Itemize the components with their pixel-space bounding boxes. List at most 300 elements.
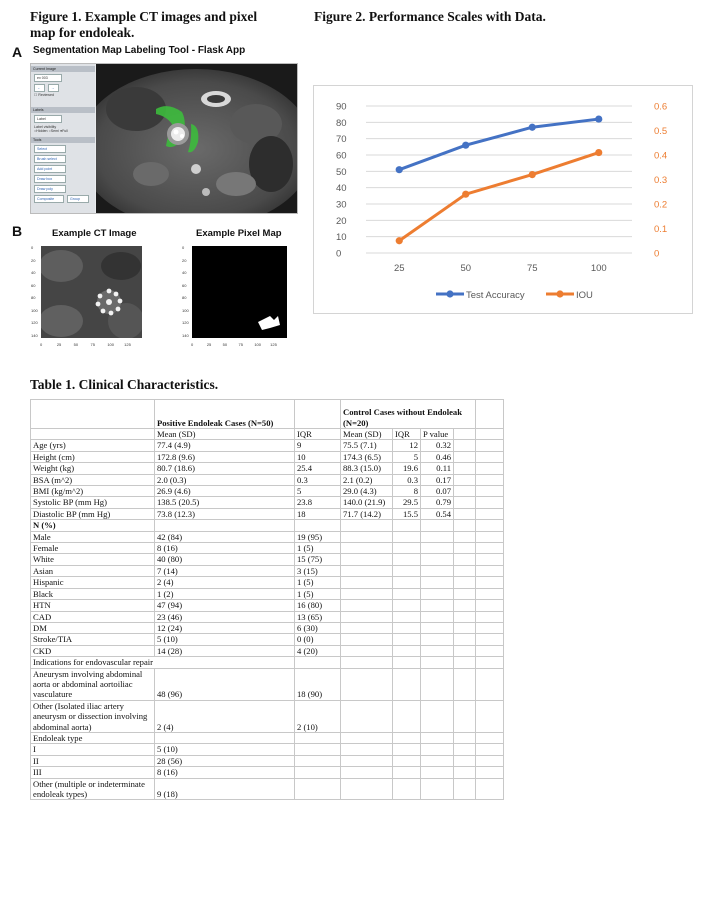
table-cell: 9 (18) xyxy=(155,778,295,800)
col-iqr: IQR xyxy=(393,429,421,440)
table-cell xyxy=(341,778,393,800)
panel-b-ytick: 60 xyxy=(182,282,187,288)
table-cell xyxy=(421,600,454,611)
table-cell xyxy=(341,700,393,732)
panel-b-xtick: 0 xyxy=(40,342,43,347)
row-label: Diastolic BP (mm Hg) xyxy=(31,508,155,519)
table-cell xyxy=(476,645,504,656)
table-cell xyxy=(421,778,454,800)
table-cell: 71.7 (14.2) xyxy=(341,508,393,519)
table-cell: 0.17 xyxy=(421,474,454,485)
row-label: Male xyxy=(31,531,155,542)
table-cell xyxy=(454,732,476,743)
legend-marker xyxy=(556,290,563,297)
panel-b-ytick: 60 xyxy=(31,282,36,288)
table-cell: 2 (4) xyxy=(155,700,295,732)
table-cell xyxy=(454,565,476,576)
table-row xyxy=(31,767,504,778)
example-pixel-map xyxy=(192,246,287,338)
app-sidebar xyxy=(31,64,95,213)
table-cell xyxy=(476,767,504,778)
reviewed-label: Reviewed xyxy=(38,93,55,97)
table-cell xyxy=(454,463,476,474)
table-cell: 12 xyxy=(393,440,421,451)
panel-b-ytick: 0 xyxy=(31,245,34,250)
table-cell xyxy=(476,497,504,508)
table-cell xyxy=(341,520,393,531)
tool-button-select[interactable]: Select xyxy=(34,145,66,153)
table-cell xyxy=(421,732,454,743)
table-cell xyxy=(454,755,476,766)
row-label: BSA (m^2) xyxy=(31,474,155,485)
table-cell xyxy=(341,600,393,611)
table-cell xyxy=(295,400,341,429)
table-cell xyxy=(155,520,295,531)
table-cell xyxy=(393,600,421,611)
n-percent-header: N (%) xyxy=(31,520,155,531)
panel-b-ytick: 0 xyxy=(182,245,185,250)
table-cell: 0.3 xyxy=(295,474,341,485)
table-cell: 18 (90) xyxy=(295,668,341,700)
table-cell xyxy=(393,634,421,645)
tool-button-draw-poly[interactable]: Draw poly xyxy=(34,185,66,193)
panel-b-xtick: 25 xyxy=(56,342,62,347)
prev-image-button[interactable]: ← xyxy=(34,84,45,92)
table-cell xyxy=(31,400,155,429)
table-row xyxy=(31,668,504,700)
x-tick-label: 75 xyxy=(526,263,538,274)
table-cell xyxy=(421,622,454,633)
table-cell xyxy=(454,600,476,611)
legend-label: IOU xyxy=(576,290,593,301)
table-cell xyxy=(393,657,421,668)
table-cell xyxy=(421,755,454,766)
legend-label: Test Accuracy xyxy=(466,290,525,301)
data-point xyxy=(462,191,469,198)
table-row xyxy=(31,588,504,599)
table-cell: 40 (80) xyxy=(155,554,295,565)
table-cell: 5 (10) xyxy=(155,744,295,755)
table-cell xyxy=(295,778,341,800)
panel-b-xtick: 25 xyxy=(206,342,212,347)
ct-slice-image xyxy=(96,64,297,213)
table-cell: 48 (96) xyxy=(155,668,295,700)
table-cell: 8 (16) xyxy=(155,543,295,554)
table-cell xyxy=(421,634,454,645)
table-cell: 19.6 xyxy=(393,463,421,474)
panel-b-ytick: 80 xyxy=(182,295,187,300)
table-cell xyxy=(454,474,476,485)
table-cell: 18 xyxy=(295,508,341,519)
table-cell xyxy=(421,565,454,576)
row-label: Other (Isolated iliac artery aneurysm or dissection involving abdominal aorta) xyxy=(31,700,155,732)
table-cell xyxy=(476,700,504,732)
table-cell: 2.1 (0.2) xyxy=(341,474,393,485)
table-cell xyxy=(421,543,454,554)
table-cell xyxy=(341,611,393,622)
table-cell xyxy=(295,732,341,743)
row-label: CKD xyxy=(31,645,155,656)
table-cell xyxy=(476,732,504,743)
table-cell xyxy=(454,520,476,531)
table-row xyxy=(31,611,504,622)
table-row xyxy=(31,440,504,451)
table-cell: 5 xyxy=(393,451,421,462)
table-row xyxy=(31,565,504,576)
semi-label: Semi xyxy=(50,129,59,133)
table-cell xyxy=(393,744,421,755)
row-label: BMI (kg/m^2) xyxy=(31,486,155,497)
row-label: White xyxy=(31,554,155,565)
table-row xyxy=(31,543,504,554)
table-cell xyxy=(454,767,476,778)
panel-b-ytick: 80 xyxy=(31,295,36,300)
table-cell xyxy=(341,744,393,755)
table-cell xyxy=(476,508,504,519)
table-cell xyxy=(393,732,421,743)
panel-b-ytick: 120 xyxy=(182,320,189,325)
table-cell: 8 (16) xyxy=(155,767,295,778)
endoleak-mask xyxy=(258,316,280,330)
tools-header: Tools xyxy=(31,137,95,143)
table-cell: 73.8 (12.3) xyxy=(155,508,295,519)
y-left-tick-label: 80 xyxy=(336,117,347,129)
table-cell xyxy=(454,497,476,508)
y-right-tick-label: 0.4 xyxy=(654,150,668,162)
panel-b-ytick: 20 xyxy=(182,257,187,263)
table-row xyxy=(31,577,504,588)
tool-button-draw-box[interactable]: Draw box xyxy=(34,175,66,183)
table-cell xyxy=(393,577,421,588)
table-cell xyxy=(421,645,454,656)
next-image-button[interactable]: → xyxy=(48,84,59,92)
panel-b-ytick: 120 xyxy=(31,320,38,325)
table-cell xyxy=(476,565,504,576)
table-cell: 8 xyxy=(393,486,421,497)
table-cell: 88.3 (15.0) xyxy=(341,463,393,474)
table-cell: 0.46 xyxy=(421,451,454,462)
table-cell xyxy=(295,744,341,755)
table-cell xyxy=(476,400,504,429)
table-cell: 0.54 xyxy=(421,508,454,519)
table-cell xyxy=(476,520,504,531)
table-cell xyxy=(476,668,504,700)
data-point xyxy=(529,171,536,178)
reviewed-checkbox[interactable]: ☐ Reviewed xyxy=(34,93,55,97)
table-cell xyxy=(476,755,504,766)
visibility-hidden-radio[interactable]: ○Hidden xyxy=(34,129,48,133)
x-tick-label: 100 xyxy=(590,263,607,274)
table-cell xyxy=(454,657,476,668)
table-cell xyxy=(341,732,393,743)
row-label: I xyxy=(31,744,155,755)
labels-header: Labels xyxy=(31,107,95,113)
col-mean-sd: Mean (SD) xyxy=(155,429,295,440)
table-cell xyxy=(476,531,504,542)
col-mean-sd: Mean (SD) xyxy=(341,429,393,440)
table-cell xyxy=(393,588,421,599)
table-cell xyxy=(295,755,341,766)
table-cell: 9 xyxy=(295,440,341,451)
tool-button-brush-select[interactable]: Brush select xyxy=(34,155,66,163)
group-button[interactable]: Group xyxy=(67,195,89,203)
panel-a-label: A xyxy=(12,44,23,60)
table-cell xyxy=(341,668,393,700)
table-cell: 0.07 xyxy=(421,486,454,497)
table-cell: 7 (14) xyxy=(155,565,295,576)
data-point xyxy=(595,149,602,156)
table-cell xyxy=(341,755,393,766)
table-cell: 23.8 xyxy=(295,497,341,508)
y-right-tick-label: 0.3 xyxy=(654,175,668,186)
table-cell xyxy=(341,634,393,645)
visibility-full-radio[interactable]: ●Full xyxy=(59,129,68,133)
table-cell xyxy=(454,588,476,599)
table-header-row xyxy=(31,400,504,429)
table-cell: 26.9 (4.6) xyxy=(155,486,295,497)
table-cell: 16 (80) xyxy=(295,600,341,611)
table-cell xyxy=(454,486,476,497)
figure1-title-line1: Figure 1. Example CT images and pixel xyxy=(30,9,258,24)
label-visibility-text: Label visibility xyxy=(34,125,57,129)
table-row xyxy=(31,531,504,542)
table-cell: 2.0 (0.3) xyxy=(155,474,295,485)
table-cell xyxy=(421,668,454,700)
table-cell xyxy=(454,622,476,633)
series-line-iou xyxy=(399,153,599,241)
figure1-title xyxy=(30,9,300,41)
table-cell xyxy=(476,600,504,611)
table-cell xyxy=(421,531,454,542)
table-cell xyxy=(393,778,421,800)
table-cell xyxy=(341,767,393,778)
table-cell xyxy=(341,622,393,633)
y-right-tick-label: 0 xyxy=(654,248,660,260)
panel-b-xtick: 125 xyxy=(270,342,277,347)
table-row xyxy=(31,732,504,743)
table-row xyxy=(31,755,504,766)
table-row xyxy=(31,520,504,531)
table-cell xyxy=(421,700,454,732)
table-cell xyxy=(341,531,393,542)
table-cell xyxy=(421,744,454,755)
table-cell xyxy=(476,463,504,474)
row-label: Hispanic xyxy=(31,577,155,588)
table-row xyxy=(31,645,504,656)
row-label: Age (yrs) xyxy=(31,440,155,451)
table-cell: 29.5 xyxy=(393,497,421,508)
table-cell xyxy=(476,440,504,451)
data-point xyxy=(595,115,602,122)
table-row xyxy=(31,700,504,732)
table-cell: 13 (65) xyxy=(295,611,341,622)
table-cell: 1 (2) xyxy=(155,588,295,599)
panel-b-xtick: 75 xyxy=(238,342,243,347)
row-label: Black xyxy=(31,588,155,599)
table-cell xyxy=(476,622,504,633)
row-label: Stroke/TIA xyxy=(31,634,155,645)
panel-b-label: B xyxy=(12,223,23,239)
table-cell: 77.4 (4.9) xyxy=(155,440,295,451)
table-cell: 47 (94) xyxy=(155,600,295,611)
performance-chart xyxy=(313,85,693,314)
legend-marker xyxy=(446,290,453,297)
row-label: Weight (kg) xyxy=(31,463,155,474)
image-id-input[interactable]: ex 003 xyxy=(34,74,62,82)
table-cell xyxy=(295,657,341,668)
table-cell: 25.4 xyxy=(295,463,341,474)
panel-b-xtick: 100 xyxy=(254,342,262,347)
endoleak-type-header: Endoleak type xyxy=(31,732,155,743)
table-cell: 5 xyxy=(295,486,341,497)
table-row xyxy=(31,486,504,497)
table-row xyxy=(31,600,504,611)
table-cell xyxy=(393,543,421,554)
y-left-tick-label: 60 xyxy=(336,150,347,162)
table-cell xyxy=(454,531,476,542)
row-label: III xyxy=(31,767,155,778)
panel-b-xtick: 0 xyxy=(191,342,194,347)
col-iqr: IQR xyxy=(295,429,341,440)
row-label: Female xyxy=(31,543,155,554)
table-cell xyxy=(454,554,476,565)
y-left-tick-label: 50 xyxy=(336,166,347,178)
control-cases-header: Control Cases without Endoleak (N=20) xyxy=(341,400,476,429)
table-cell: 12 (24) xyxy=(155,622,295,633)
table-cell xyxy=(454,429,476,440)
data-point xyxy=(462,142,469,149)
data-point xyxy=(529,124,536,131)
table-cell: 15 (75) xyxy=(295,554,341,565)
table-cell: 3 (15) xyxy=(295,565,341,576)
table-cell xyxy=(155,732,295,743)
table-cell xyxy=(341,565,393,576)
table-cell: 29.0 (4.3) xyxy=(341,486,393,497)
performance-chart-svg xyxy=(314,86,692,313)
table-cell: 0.11 xyxy=(421,463,454,474)
y-left-tick-label: 30 xyxy=(336,199,347,211)
col-p-value: P value xyxy=(421,429,454,440)
table-cell xyxy=(454,668,476,700)
data-point xyxy=(396,237,403,244)
table-cell: 28 (56) xyxy=(155,755,295,766)
table-cell: 5 (10) xyxy=(155,634,295,645)
table-cell xyxy=(393,668,421,700)
table-cell xyxy=(454,543,476,554)
composite-button[interactable]: Composite xyxy=(34,195,64,203)
table-cell xyxy=(454,577,476,588)
y-left-tick-label: 20 xyxy=(336,215,347,227)
table-cell xyxy=(295,520,341,531)
tool-button-add-point[interactable]: Add point xyxy=(34,165,66,173)
table-cell: 4 (20) xyxy=(295,645,341,656)
y-right-tick-label: 0.1 xyxy=(654,224,668,235)
table-row xyxy=(31,554,504,565)
table-cell: 80.7 (18.6) xyxy=(155,463,295,474)
pixel-map-title: Example Pixel Map xyxy=(196,228,282,239)
row-label: Systolic BP (mm Hg) xyxy=(31,497,155,508)
table-cell: 0.32 xyxy=(421,440,454,451)
panel-b-ytick: 40 xyxy=(182,270,187,275)
table-cell xyxy=(454,440,476,451)
table-cell xyxy=(393,520,421,531)
table-cell xyxy=(454,451,476,462)
y-left-tick-label: 70 xyxy=(336,134,347,146)
y-left-tick-label: 0 xyxy=(336,248,342,260)
table-cell xyxy=(476,634,504,645)
table-cell xyxy=(393,565,421,576)
y-left-tick-label: 90 xyxy=(336,101,347,113)
table-cell xyxy=(476,744,504,755)
panel-b-xtick: 125 xyxy=(124,342,131,347)
table-cell xyxy=(421,577,454,588)
table-cell xyxy=(421,611,454,622)
table-cell xyxy=(341,645,393,656)
table-cell xyxy=(393,755,421,766)
table-row xyxy=(31,497,504,508)
table-cell: 0 (0) xyxy=(295,634,341,645)
table-cell xyxy=(476,474,504,485)
data-point xyxy=(396,166,403,173)
panel-b-ytick: 100 xyxy=(31,307,38,313)
table-cell: 75.5 (7.1) xyxy=(341,440,393,451)
panel-b-ytick: 100 xyxy=(182,307,189,313)
table-cell xyxy=(393,531,421,542)
table-cell xyxy=(454,778,476,800)
table-cell: 14 (28) xyxy=(155,645,295,656)
row-label: Asian xyxy=(31,565,155,576)
table-cell xyxy=(476,577,504,588)
table-cell: 19 (95) xyxy=(295,531,341,542)
table-cell xyxy=(476,588,504,599)
ct-image-title: Example CT Image xyxy=(52,228,137,239)
row-label: CAD xyxy=(31,611,155,622)
table-cell xyxy=(393,622,421,633)
x-tick-label: 50 xyxy=(460,263,472,274)
table-row xyxy=(31,451,504,462)
example-ct-image xyxy=(41,246,142,338)
table1-title: Table 1. Clinical Characteristics. xyxy=(30,377,219,392)
table-cell xyxy=(454,634,476,645)
row-label: Aneurysm involving abdominal aorta or abdominal aortoiliac vasculature xyxy=(31,668,155,700)
hidden-label: Hidden xyxy=(36,129,48,133)
positive-cases-header: Positive Endoleak Cases (N=50) xyxy=(155,400,295,429)
table-row xyxy=(31,508,504,519)
table-cell xyxy=(421,520,454,531)
y-right-tick-label: 0.6 xyxy=(654,101,668,113)
ct-viewer[interactable] xyxy=(96,64,297,213)
table-cell xyxy=(476,486,504,497)
table-cell xyxy=(393,611,421,622)
table-cell: 0.79 xyxy=(421,497,454,508)
table-cell xyxy=(454,508,476,519)
full-label: Full xyxy=(62,129,68,133)
table-row xyxy=(31,778,504,800)
visibility-semi-radio[interactable]: ○Semi xyxy=(48,129,59,133)
panel-b-ytick: 140 xyxy=(31,332,38,338)
figure1-title-line2: map for endoleak. xyxy=(30,25,135,40)
table-row xyxy=(31,744,504,755)
table-cell xyxy=(476,429,504,440)
table-cell: 6 (30) xyxy=(295,622,341,633)
table-cell: 10 xyxy=(295,451,341,462)
table-cell xyxy=(341,577,393,588)
tool-list xyxy=(31,145,95,193)
table-cell xyxy=(454,700,476,732)
table-cell: 1 (5) xyxy=(295,577,341,588)
table-row xyxy=(31,463,504,474)
label-select[interactable]: Label xyxy=(34,115,62,123)
